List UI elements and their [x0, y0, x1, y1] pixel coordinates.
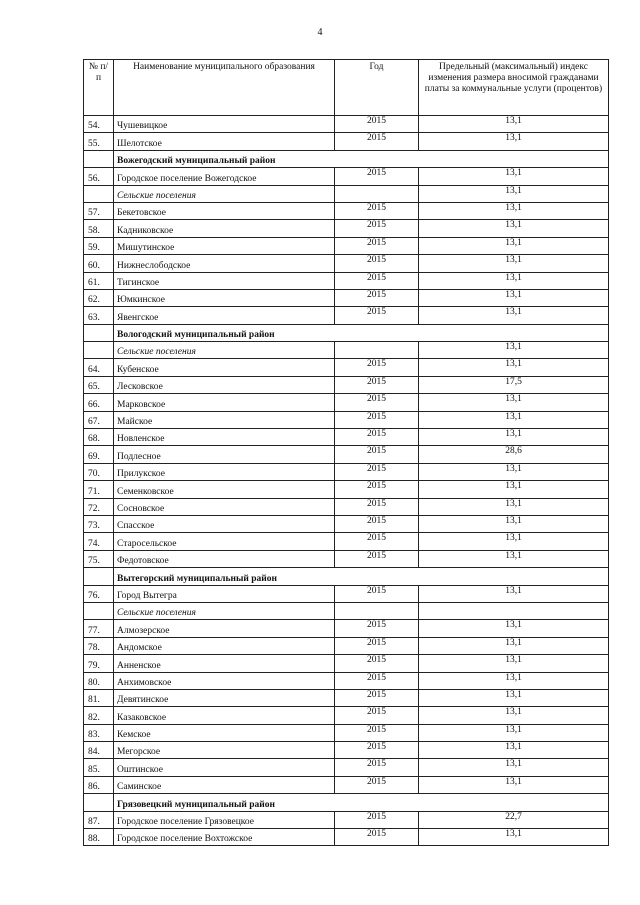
district-row	[84, 568, 609, 585]
subheader-index: 13,1	[419, 185, 609, 202]
row-number: 64.	[84, 359, 114, 376]
row-name: Прилукское	[114, 463, 335, 480]
table-row	[84, 672, 609, 689]
row-index: 13,1	[419, 515, 609, 532]
table-row	[84, 724, 609, 741]
row-index: 13,1	[419, 672, 609, 689]
row-index: 13,1	[419, 637, 609, 654]
row-number: 87.	[84, 811, 114, 828]
row-name: Мишутинское	[114, 237, 335, 254]
row-name: Спасское	[114, 515, 335, 532]
table-body	[84, 116, 609, 846]
row-year: 2015	[335, 515, 419, 532]
subheader-year-cell	[335, 602, 419, 619]
row-name: Сосновское	[114, 498, 335, 515]
table-row	[84, 637, 609, 654]
row-name: Алмозерское	[114, 620, 335, 637]
table-row	[84, 202, 609, 219]
subheader-num-cell	[84, 342, 114, 359]
row-year: 2015	[335, 742, 419, 759]
row-number: 61.	[84, 272, 114, 289]
row-year: 2015	[335, 672, 419, 689]
row-year: 2015	[335, 724, 419, 741]
row-year: 2015	[335, 620, 419, 637]
row-index: 13,1	[419, 394, 609, 411]
row-year: 2015	[335, 394, 419, 411]
table-row	[84, 498, 609, 515]
row-year: 2015	[335, 776, 419, 793]
row-year: 2015	[335, 585, 419, 602]
district-name: Вытегорский муниципальный район	[114, 568, 609, 585]
row-year: 2015	[335, 307, 419, 324]
row-name: Бекетовское	[114, 202, 335, 219]
row-index: 13,1	[419, 237, 609, 254]
row-name: Лесковское	[114, 376, 335, 393]
subheader-name: Сельские поселения	[114, 602, 335, 619]
row-name: Анхимовское	[114, 672, 335, 689]
row-index: 13,1	[419, 272, 609, 289]
table-row	[84, 463, 609, 480]
row-number: 79.	[84, 655, 114, 672]
district-name: Вологодский муниципальный район	[114, 324, 609, 341]
row-index: 13,1	[419, 168, 609, 185]
row-number: 78.	[84, 637, 114, 654]
row-index: 13,1	[419, 289, 609, 306]
district-num-cell	[84, 794, 114, 811]
table-row	[84, 237, 609, 254]
table-header-row	[84, 60, 609, 116]
row-name: Городское поселение Грязовецкое	[114, 811, 335, 828]
row-year: 2015	[335, 707, 419, 724]
row-name: Девятинское	[114, 689, 335, 706]
row-index: 13,1	[419, 533, 609, 550]
district-row	[84, 324, 609, 341]
row-year: 2015	[335, 376, 419, 393]
subheader-name: Сельские поселения	[114, 342, 335, 359]
row-index: 13,1	[419, 829, 609, 846]
table-row	[84, 585, 609, 602]
table-row	[84, 689, 609, 706]
row-number: 85.	[84, 759, 114, 776]
row-number: 75.	[84, 550, 114, 567]
header-index: Предельный (максимальный) индекс изменения размера вносимой гражданами платы за коммунальные услуги (процентов)	[419, 60, 609, 116]
row-year: 2015	[335, 463, 419, 480]
row-number: 66.	[84, 394, 114, 411]
subheader-num-cell	[84, 602, 114, 619]
row-name: Юмкинское	[114, 289, 335, 306]
row-number: 69.	[84, 446, 114, 463]
row-number: 76.	[84, 585, 114, 602]
subheader-row	[84, 342, 609, 359]
row-year: 2015	[335, 829, 419, 846]
row-year: 2015	[335, 655, 419, 672]
table-row	[84, 411, 609, 428]
tariff-index-table	[83, 59, 609, 846]
row-index: 13,1	[419, 429, 609, 446]
row-year: 2015	[335, 255, 419, 272]
subheader-index: 13,1	[419, 342, 609, 359]
district-name: Грязовецкий муниципальный район	[114, 794, 609, 811]
row-number: 86.	[84, 776, 114, 793]
row-number: 82.	[84, 707, 114, 724]
row-name: Городское поселение Вожегодское	[114, 168, 335, 185]
header-num: № п/п	[84, 60, 114, 116]
row-index: 13,1	[419, 220, 609, 237]
table-row	[84, 255, 609, 272]
page-number: 4	[317, 27, 323, 38]
subheader-year-cell	[335, 342, 419, 359]
row-index: 13,1	[419, 742, 609, 759]
header-year: Год	[335, 60, 419, 116]
district-num-cell	[84, 324, 114, 341]
row-name: Явенгское	[114, 307, 335, 324]
row-name: Оштинское	[114, 759, 335, 776]
row-number: 80.	[84, 672, 114, 689]
subheader-index	[419, 602, 609, 619]
row-name: Нижнеслободское	[114, 255, 335, 272]
header-name: Наименование муниципального образования	[114, 60, 335, 116]
row-name: Старосельское	[114, 533, 335, 550]
row-index: 13,1	[419, 481, 609, 498]
row-name: Шелотское	[114, 133, 335, 150]
table-row	[84, 515, 609, 532]
row-name: Мегорское	[114, 742, 335, 759]
row-index: 13,1	[419, 498, 609, 515]
row-number: 74.	[84, 533, 114, 550]
row-number: 62.	[84, 289, 114, 306]
row-number: 56.	[84, 168, 114, 185]
row-number: 77.	[84, 620, 114, 637]
district-num-cell	[84, 150, 114, 167]
subheader-year-cell	[335, 185, 419, 202]
row-year: 2015	[335, 498, 419, 515]
district-name: Вожегодский муниципальный район	[114, 150, 609, 167]
row-index: 13,1	[419, 463, 609, 480]
row-name: Город Вытегра	[114, 585, 335, 602]
row-year: 2015	[335, 533, 419, 550]
row-name: Казаковское	[114, 707, 335, 724]
row-year: 2015	[335, 133, 419, 150]
row-number: 84.	[84, 742, 114, 759]
row-number: 59.	[84, 237, 114, 254]
row-year: 2015	[335, 550, 419, 567]
row-number: 60.	[84, 255, 114, 272]
row-year: 2015	[335, 168, 419, 185]
row-index: 13,1	[419, 411, 609, 428]
row-year: 2015	[335, 289, 419, 306]
row-index: 22,7	[419, 811, 609, 828]
row-number: 83.	[84, 724, 114, 741]
subheader-row	[84, 602, 609, 619]
row-number: 72.	[84, 498, 114, 515]
row-year: 2015	[335, 759, 419, 776]
row-index: 13,1	[419, 585, 609, 602]
table-row	[84, 481, 609, 498]
table-row	[84, 655, 609, 672]
row-year: 2015	[335, 481, 419, 498]
table-row	[84, 394, 609, 411]
row-year: 2015	[335, 637, 419, 654]
table-row	[84, 289, 609, 306]
row-index: 17,5	[419, 376, 609, 393]
row-index: 13,1	[419, 655, 609, 672]
row-name: Марковское	[114, 394, 335, 411]
table-row	[84, 446, 609, 463]
row-index: 13,1	[419, 133, 609, 150]
table-row	[84, 533, 609, 550]
table-row	[84, 759, 609, 776]
table-row	[84, 168, 609, 185]
district-num-cell	[84, 568, 114, 585]
subheader-name: Сельские поселения	[114, 185, 335, 202]
row-number: 71.	[84, 481, 114, 498]
row-year: 2015	[335, 689, 419, 706]
row-year: 2015	[335, 116, 419, 133]
row-name: Новленское	[114, 429, 335, 446]
row-name: Федотовское	[114, 550, 335, 567]
row-index: 13,1	[419, 707, 609, 724]
row-name: Андомское	[114, 637, 335, 654]
row-number: 67.	[84, 411, 114, 428]
table-row	[84, 359, 609, 376]
row-name: Кадниковское	[114, 220, 335, 237]
row-number: 81.	[84, 689, 114, 706]
row-year: 2015	[335, 429, 419, 446]
row-index: 13,1	[419, 759, 609, 776]
row-index: 13,1	[419, 307, 609, 324]
district-row	[84, 150, 609, 167]
row-index: 13,1	[419, 724, 609, 741]
row-index: 13,1	[419, 202, 609, 219]
row-index: 13,1	[419, 359, 609, 376]
row-name: Подлесное	[114, 446, 335, 463]
row-name: Городское поселение Вохтожское	[114, 829, 335, 846]
row-index: 13,1	[419, 255, 609, 272]
row-number: 58.	[84, 220, 114, 237]
table-row	[84, 742, 609, 759]
row-index: 13,1	[419, 776, 609, 793]
row-index: 13,1	[419, 116, 609, 133]
row-year: 2015	[335, 811, 419, 828]
table-row	[84, 133, 609, 150]
table-row	[84, 776, 609, 793]
row-index: 13,1	[419, 620, 609, 637]
row-number: 54.	[84, 116, 114, 133]
table-row	[84, 376, 609, 393]
row-number: 57.	[84, 202, 114, 219]
table-row	[84, 272, 609, 289]
row-year: 2015	[335, 359, 419, 376]
subheader-row	[84, 185, 609, 202]
row-number: 55.	[84, 133, 114, 150]
row-number: 73.	[84, 515, 114, 532]
row-name: Семенковское	[114, 481, 335, 498]
row-name: Кемское	[114, 724, 335, 741]
table-row	[84, 307, 609, 324]
row-name: Саминское	[114, 776, 335, 793]
row-index: 13,1	[419, 550, 609, 567]
row-name: Чушевицкое	[114, 116, 335, 133]
table-row	[84, 829, 609, 846]
subheader-num-cell	[84, 185, 114, 202]
table-row	[84, 220, 609, 237]
table-row	[84, 707, 609, 724]
row-year: 2015	[335, 202, 419, 219]
row-year: 2015	[335, 220, 419, 237]
table-row	[84, 620, 609, 637]
table-row	[84, 811, 609, 828]
row-index: 28,6	[419, 446, 609, 463]
row-number: 70.	[84, 463, 114, 480]
table-row	[84, 429, 609, 446]
row-name: Кубенское	[114, 359, 335, 376]
row-number: 68.	[84, 429, 114, 446]
row-index: 13,1	[419, 689, 609, 706]
row-name: Анненское	[114, 655, 335, 672]
row-number: 63.	[84, 307, 114, 324]
row-year: 2015	[335, 272, 419, 289]
row-year: 2015	[335, 411, 419, 428]
row-number: 65.	[84, 376, 114, 393]
row-name: Майское	[114, 411, 335, 428]
table-row	[84, 116, 609, 133]
row-year: 2015	[335, 446, 419, 463]
table-row	[84, 550, 609, 567]
district-row	[84, 794, 609, 811]
row-number: 88.	[84, 829, 114, 846]
row-year: 2015	[335, 237, 419, 254]
row-name: Тигинское	[114, 272, 335, 289]
